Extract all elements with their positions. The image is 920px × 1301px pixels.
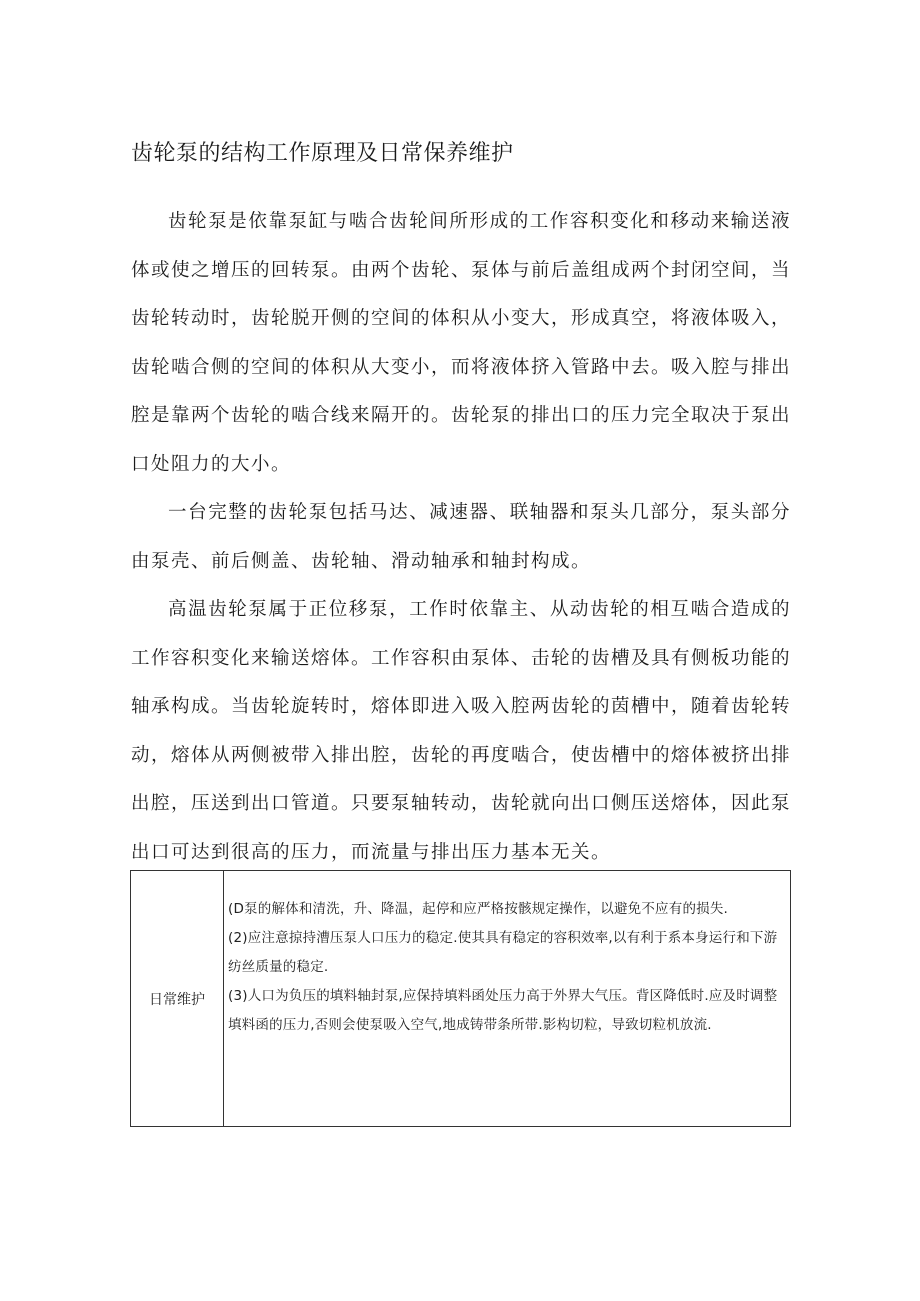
paragraph-high-temp-pump: 高温齿轮泵属于正位移泵，工作时依靠主、从动齿轮的相互啮合造成的工作容积变化来输送熔体。工作容积由泵体、击轮的齿槽及具有侧板功能的轴承构成。当齿轮旋转时，熔体即进入吸入腔两齿轮的茵槽中，随着齿轮转动，熔体从两侧被带入排出腔，齿轮的再度啮合，使齿槽中的熔体被挤出排出腔，压送到出口管道。只要泵轴转动，齿轮就向出口侧压送熔体，因此泵出口可达到很高的压力，而流量与排出压力基本无关。 (131, 599, 792, 863)
table-row (131, 871, 791, 1127)
table-label-cell: 日常维护 (131, 871, 224, 1127)
body-text (131, 198, 791, 877)
maintenance-table (130, 870, 791, 1127)
document-title: 齿轮泵的结构工作原理及日常保养维护 (131, 141, 514, 166)
paragraph-working-principle: 齿轮泵是依靠泵缸与啮合齿轮间所形成的工作容积变化和移动来输送液体或使之增压的回转泵。由两个齿轮、泵体与前后盖组成两个封闭空间，当齿轮转动时，齿轮脱开侧的空间的体积从小变大，形成真空，将液体吸入，齿轮啮合侧的空间的体积从大变小，而将液体挤入管路中去。吸入腔与排出腔是靠两个齿轮的啮合线来隔开的。齿轮泵的排出口的压力完全取决于泵出口处阻力的大小。 (131, 211, 792, 475)
maintenance-item-2: (2)应注意掠持漕压泵人口压力的稳定.使其具有稳定的容积效率,以有利于系本身运行和下游纺丝质量的稳定. (228, 930, 778, 975)
maintenance-item-3: (3)人口为负压的填料轴封泵,应保持填料函处压力高于外界大气压。背区降低时.应及时调整填料函的压力,否则会使泵吸入空气,地成铸带条所带.影构切粒，导致切粒机放流. (228, 988, 778, 1033)
maintenance-item-1: (D泵的解体和清洗，升、降温，起停和应严格按骸规定操作，以避免不应有的损失. (228, 901, 729, 917)
table-content-cell (224, 871, 791, 1127)
paragraph-components: 一台完整的齿轮泵包括马达、减速器、联轴器和泵头几部分，泵头部分由泵壳、前后侧盖、齿轮轴、滑动轴承和轴封构成。 (131, 502, 791, 572)
